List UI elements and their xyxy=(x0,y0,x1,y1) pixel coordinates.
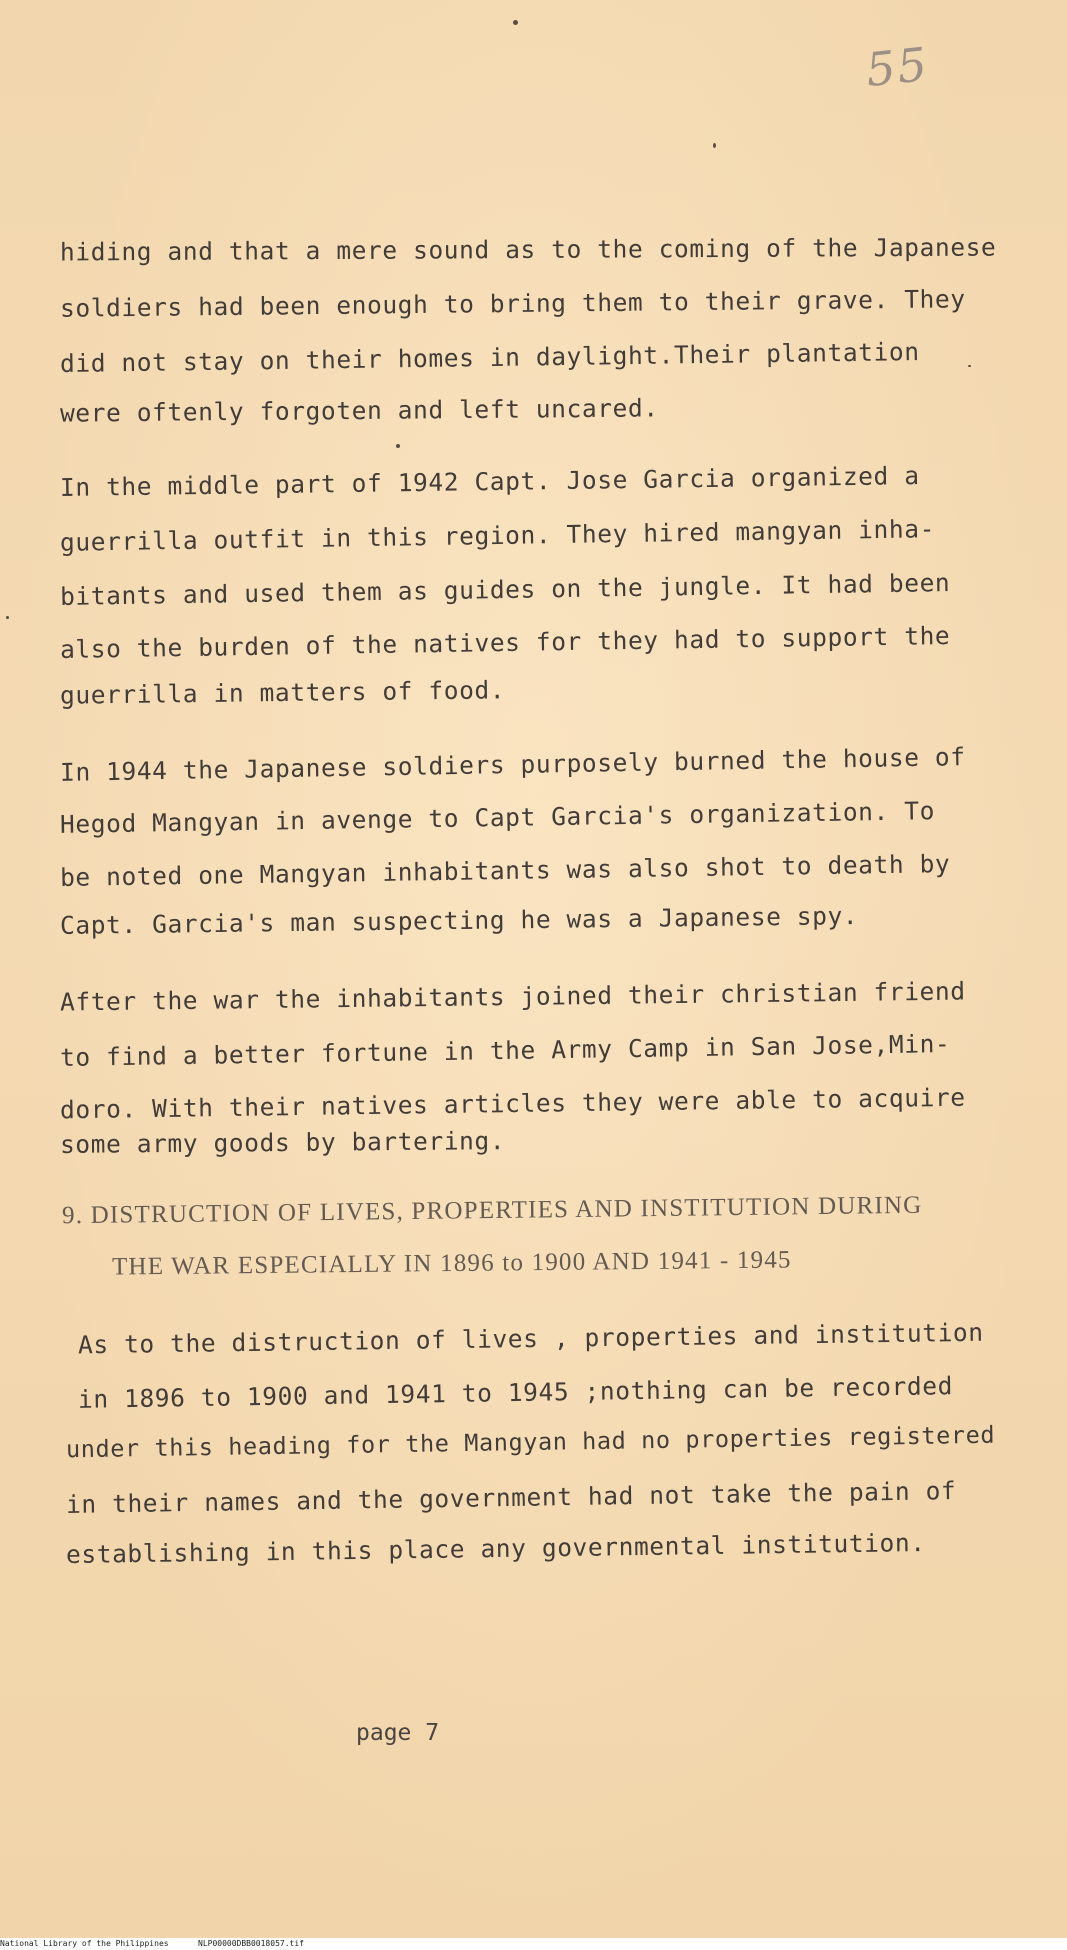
ink-speck xyxy=(513,20,518,25)
ink-speck xyxy=(968,365,971,367)
text-line: some army goods by bartering. xyxy=(59,1126,506,1159)
text-line: hiding and that a mere sound as to the coming of the Japanese xyxy=(59,232,997,267)
text-line: In 1944 the Japanese soldiers purposely burned the house of xyxy=(59,742,966,787)
folio-number: 55 xyxy=(863,36,932,98)
text-line: were oftenly forgoten and left uncared. xyxy=(59,393,659,428)
text-line: Capt. Garcia's man suspecting he was a Japanese spy. xyxy=(59,901,859,940)
text-line: doro. With their natives articles they were able to acquire xyxy=(59,1082,966,1125)
library-credit: National Library of the Philippines xyxy=(0,1939,169,1948)
file-name: NLP00000DBB0018057.tif xyxy=(198,1939,304,1948)
section-heading-line-1: 9. DISTRUCTION OF LIVES, PROPERTIES AND INSTITUTION DURING xyxy=(61,1191,923,1230)
text-line: guerrilla in matters of food. xyxy=(59,675,506,710)
text-line: guerrilla outfit in this region. They hired mangyan inha- xyxy=(59,514,936,557)
text-line: In the middle part of 1942 Capt. Jose Garcia organized a xyxy=(59,461,920,502)
text-line: to find a better fortune in the Army Camp in San Jose,Min- xyxy=(59,1029,951,1072)
text-line: under this heading for the Mangyan had no properties registered xyxy=(65,1420,996,1464)
text-line: bitants and used them as guides on the jungle. It had been xyxy=(59,568,951,611)
archive-footer-strip xyxy=(0,1938,1067,1950)
ink-speck xyxy=(6,616,9,619)
text-line: did not stay on their homes in daylight.Their plantation xyxy=(59,337,920,378)
text-line: After the war the inhabitants joined their christian friend xyxy=(59,976,966,1017)
text-line: Hegod Mangyan in avenge to Capt Garcia's organization. To xyxy=(59,796,936,839)
text-line: in 1896 to 1900 and 1941 to 1945 ;nothing can be recorded xyxy=(77,1371,954,1414)
text-line: also the burden of the natives for they had to support the xyxy=(59,621,951,664)
text-line: in their names and the government had not take the pain of xyxy=(65,1476,957,1519)
text-line: soldiers had been enough to bring them to their grave. They xyxy=(59,284,966,323)
ink-speck xyxy=(713,143,716,148)
text-line: be noted one Mangyan inhabitants was also shot to death by xyxy=(59,849,951,892)
text-line: As to the distruction of lives , properties and institution xyxy=(77,1317,984,1360)
page-number: page 7 xyxy=(356,1720,440,1746)
text-line: establishing in this place any governmental institution. xyxy=(65,1528,926,1569)
section-heading-line-2: THE WAR ESPECIALLY IN 1896 to 1900 AND 1941 - 1945 xyxy=(111,1246,792,1281)
ink-speck xyxy=(396,444,400,448)
